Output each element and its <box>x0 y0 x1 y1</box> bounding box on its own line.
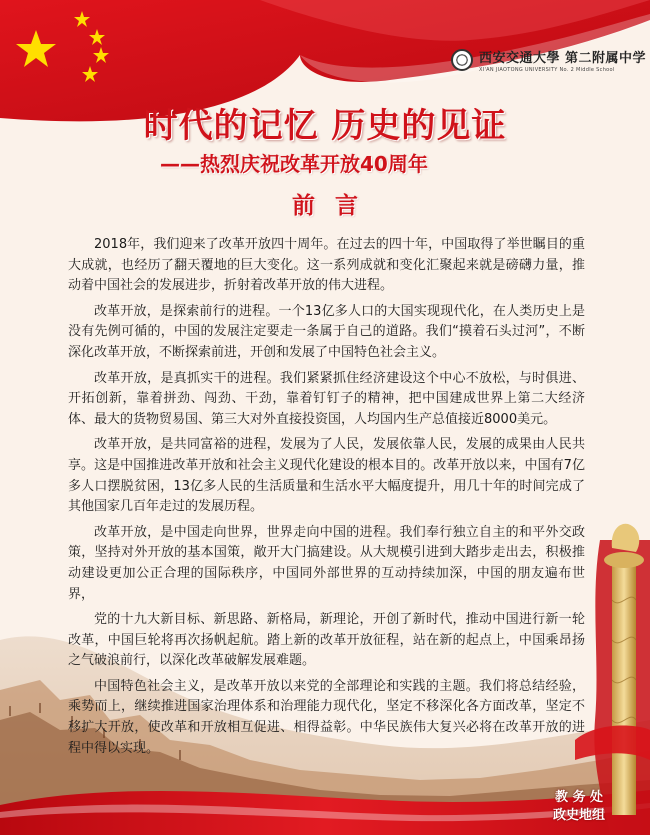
school-name-cn: 西安交通大學 第二附属中学 <box>479 51 647 66</box>
page-title: 时代的记忆 历史的见证 <box>143 106 507 146</box>
school-logo <box>451 47 646 73</box>
paragraph: 改革开放，是探索前行的进程。一个13亿多人口的大国实现现代化，在人类历史上是没有先例可循的，中国的发展注定要走一条属于自己的道路。我们“摸着石头过河”，不断深化改革开放，不断探索前进，开创和发展了中国特色社会主义。 <box>68 303 585 360</box>
signature-group: 政史地组 <box>553 808 606 823</box>
signature <box>553 789 605 825</box>
school-name <box>479 47 646 73</box>
school-seal-icon <box>451 49 473 71</box>
section-heading: 前言 <box>292 193 378 219</box>
paragraph: 改革开放，是共同富裕的进程，发展为了人民，发展依靠人民，发展的成果由人民共享。这是中国推进改革开放和社会主义现代化建设的根本目的。改革开放以来，中国有7亿多人口摆脱贫困，13亿多人民的生活质量和生活水平大幅度提升，用几十年的时间完成了其他国家几百年走过的发展历程。 <box>68 437 585 515</box>
paragraph: 党的十九大新目标、新思路、新格局，新理论，开创了新时代，推动中国进行新一轮改革，中国巨轮将再次扬帆起航。踏上新的改革开放征程，站在新的起点上，中国乘昂扬之气破浪前行，以深化改革破解发展难题。 <box>68 612 585 669</box>
signature-office: 教 务 处 <box>554 790 604 805</box>
page-subtitle: ——热烈庆祝改革开放40周年 <box>160 152 428 176</box>
paragraph: 2018年，我们迎来了改革开放四十周年。在过去的四十年，中国取得了举世瞩目的重大成就，也经历了翻天覆地的巨大变化。这一系列成就和变化汇聚起来就是磅礴力量，推动着中国社会的发展进步，折射着改革开放的伟大进程。 <box>68 237 585 294</box>
paragraph: 改革开放，是真抓实干的进程。我们紧紧抓住经济建设这个中心不放松，与时俱进、开拓创新，靠着拼劲、闯劲、干劲，靠着钉钉子的精神，把中国建成世界上第二大经济体、最大的货物贸易国、第三大对外直接投资国，人均国内生产总值接近8000美元。 <box>68 370 585 427</box>
paragraph: 中国特色社会主义，是改革开放以来党的全部理论和实践的主题。我们将总结经验，乘势而上，继续推进国家治理体系和治理能力现代化，坚定不移深化各方面改革，坚定不移扩大开放，使改革和开放相互促进、相得益彰。中华民族伟大复兴必将在改革开放的进程中得以实现。 <box>68 678 585 756</box>
foreword-body <box>68 235 585 764</box>
school-name-en: XI'AN JIAOTONG UNIVERSITY No. 2 Middle School <box>479 67 615 73</box>
paragraph: 改革开放，是中国走向世界，世界走向中国的进程。我们奉行独立自主的和平外交政策，坚持对外开放的基本国策，敞开大门搞建设。从大规模引进到大踏步走出去，积极推动建设更加公正合理的国际秩序，中国同外部世界的互动持续加深，中国的朋友遍布世界， <box>68 524 585 602</box>
